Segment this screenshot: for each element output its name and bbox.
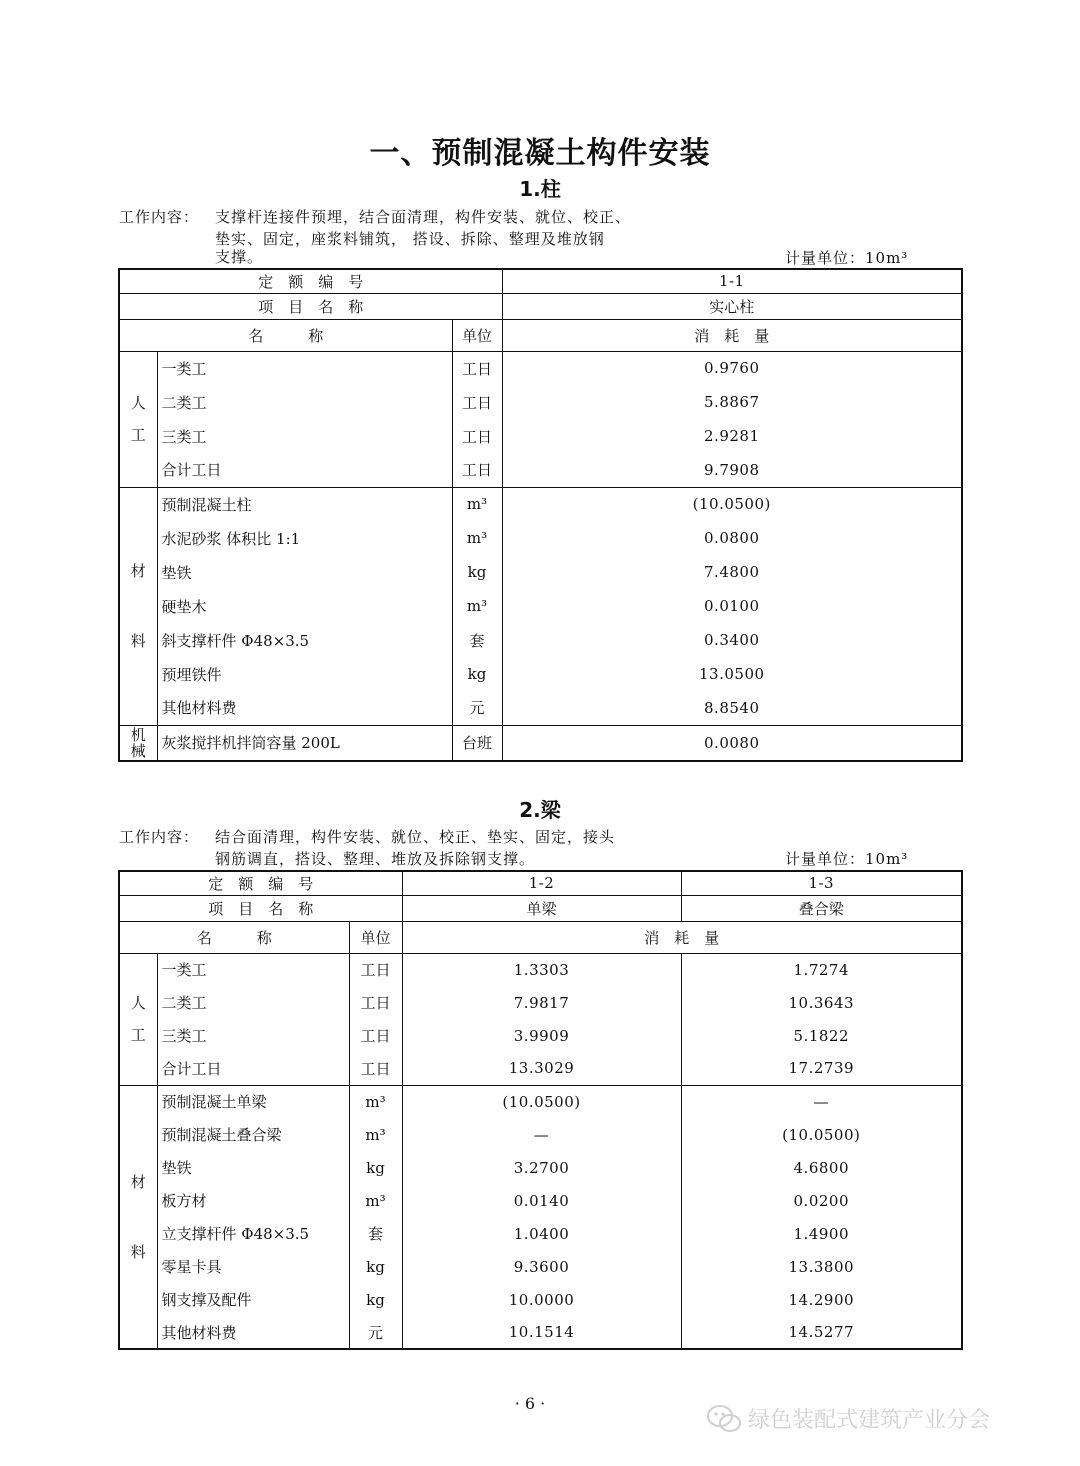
row-value: (10.0500) (502, 487, 962, 521)
row-unit: kg (452, 555, 502, 589)
group-label-char: 人 (130, 994, 146, 1012)
item-name: 单梁 (402, 895, 681, 921)
row-value: 9.7908 (502, 453, 962, 487)
row-value: 14.2900 (681, 1283, 962, 1316)
group-label (119, 487, 157, 725)
table-row (119, 453, 962, 487)
row-value: 10.3643 (681, 986, 962, 1019)
table-row (119, 1250, 962, 1283)
table-row (119, 1151, 962, 1184)
row-name: 灰浆搅拌机拌筒容量 200L (157, 725, 452, 761)
section2-heading: 2.梁 (519, 798, 561, 822)
group-label (119, 953, 157, 1085)
row-unit: 工日 (452, 419, 502, 453)
row-name: 三类工 (157, 1019, 349, 1052)
row-name: 钢支撑及配件 (157, 1283, 349, 1316)
row-unit: m³ (349, 1118, 402, 1151)
table-row (119, 1283, 962, 1316)
section2-work-label: 工作内容： (119, 828, 200, 846)
group-label-char: 工 (130, 1026, 146, 1044)
table-row (119, 521, 962, 555)
row-value: 0.0080 (502, 725, 962, 761)
row-value: 0.0800 (502, 521, 962, 555)
row-unit: 元 (349, 1316, 402, 1349)
row-value: 13.3800 (681, 1250, 962, 1283)
row-value: 1.0400 (402, 1217, 681, 1250)
group-label (119, 351, 157, 487)
group-label-char: 机 (130, 725, 146, 744)
table-row (119, 1052, 962, 1085)
row-name: 其他材料费 (157, 1316, 349, 1349)
quota-table-1-body (119, 351, 962, 761)
item-label: 项 目 名 称 (119, 895, 402, 921)
item-name: 实心柱 (502, 293, 962, 319)
quota-code: 1-3 (681, 871, 962, 895)
row-name: 预埋铁件 (157, 657, 452, 691)
row-name: 立支撑杆件 Φ48×3.5 (157, 1217, 349, 1250)
table-row (119, 589, 962, 623)
table-row (119, 623, 962, 657)
section1-unit: 计量单位：10m³ (785, 249, 909, 267)
row-name: 板方材 (157, 1184, 349, 1217)
page-title: 一、预制混凝土构件安装 (369, 136, 711, 171)
group-label-char: 料 (130, 632, 146, 650)
row-name: 合计工日 (157, 453, 452, 487)
row-name: 硬垫木 (157, 589, 452, 623)
row-unit: 工日 (349, 986, 402, 1019)
table-row (119, 1019, 962, 1052)
row-value: 0.0100 (502, 589, 962, 623)
row-value: (10.0500) (681, 1118, 962, 1151)
row-name: 垫铁 (157, 1151, 349, 1184)
item-label: 项 目 名 称 (119, 293, 502, 319)
section2-work-line: 结合面清理，构件安装、就位、校正、垫实、固定，接头 (215, 828, 616, 846)
row-unit: m³ (349, 1085, 402, 1118)
table-row (119, 1316, 962, 1349)
row-value: 1.7274 (681, 953, 962, 986)
table-row (119, 657, 962, 691)
row-value: 1.3303 (402, 953, 681, 986)
quota-label: 定 额 编 号 (119, 871, 402, 895)
row-unit: m³ (349, 1184, 402, 1217)
item-name: 叠合梁 (681, 895, 962, 921)
row-unit: m³ (452, 521, 502, 555)
row-value: — (681, 1085, 962, 1118)
col-name-header: 名 称 (119, 921, 349, 953)
watermark (706, 1403, 990, 1434)
row-value: 17.2739 (681, 1052, 962, 1085)
row-value: 7.9817 (402, 986, 681, 1019)
row-value: 2.9281 (502, 419, 962, 453)
row-value: 3.2700 (402, 1151, 681, 1184)
row-value: 5.1822 (681, 1019, 962, 1052)
row-name: 零星卡具 (157, 1250, 349, 1283)
section2-unit: 计量单位：10m³ (785, 850, 909, 868)
row-unit: 工日 (349, 953, 402, 986)
row-name: 一类工 (157, 351, 452, 385)
col-consumption-header: 消 耗 量 (502, 319, 962, 351)
row-value: 10.1514 (402, 1316, 681, 1349)
table-row (119, 986, 962, 1019)
table-row (119, 953, 962, 986)
row-value: 1.4900 (681, 1217, 962, 1250)
row-value: 0.3400 (502, 623, 962, 657)
table-row (119, 487, 962, 521)
table-row (119, 351, 962, 385)
row-unit: 套 (349, 1217, 402, 1250)
quota-code: 1-2 (402, 871, 681, 895)
section1-heading: 1.柱 (519, 177, 561, 201)
section1-work-label: 工作内容： (119, 208, 200, 226)
table-row (119, 385, 962, 419)
row-unit: 工日 (452, 385, 502, 419)
row-value: 10.0000 (402, 1283, 681, 1316)
row-value: 4.6800 (681, 1151, 962, 1184)
col-unit-header: 单位 (349, 921, 402, 953)
row-value: 9.3600 (402, 1250, 681, 1283)
row-value: — (402, 1118, 681, 1151)
quota-table-2 (118, 870, 963, 1350)
row-name: 垫铁 (157, 555, 452, 589)
row-value: (10.0500) (402, 1085, 681, 1118)
row-name: 其他材料费 (157, 691, 452, 725)
table-row (119, 419, 962, 453)
row-name: 合计工日 (157, 1052, 349, 1085)
row-name: 一类工 (157, 953, 349, 986)
row-name: 二类工 (157, 385, 452, 419)
watermark-text: 绿色装配式建筑产业分会 (748, 1408, 991, 1433)
row-value: 13.0500 (502, 657, 962, 691)
col-name-header: 名 称 (119, 319, 452, 351)
table-row (119, 725, 962, 761)
group-label-char: 工 (130, 426, 146, 444)
row-value: 3.9909 (402, 1019, 681, 1052)
row-value: 14.5277 (681, 1316, 962, 1349)
group-label-char: 械 (130, 741, 146, 760)
table-row (119, 1217, 962, 1250)
row-unit: 工日 (452, 351, 502, 385)
row-unit: 台班 (452, 725, 502, 761)
table-row (119, 1085, 962, 1118)
row-unit: kg (349, 1151, 402, 1184)
row-unit: 元 (452, 691, 502, 725)
row-name: 预制混凝土单梁 (157, 1085, 349, 1118)
group-label-char: 材 (130, 562, 146, 580)
wechat-icon (706, 1404, 742, 1434)
section2-work-line: 钢筋调直，搭设、整理、堆放及拆除钢支撑。 (215, 850, 536, 868)
group-label (119, 1085, 157, 1349)
table-row (119, 555, 962, 589)
row-name: 预制混凝土叠合梁 (157, 1118, 349, 1151)
quota-label: 定 额 编 号 (119, 269, 502, 293)
row-value: 13.3029 (402, 1052, 681, 1085)
row-name: 斜支撑杆件 Φ48×3.5 (157, 623, 452, 657)
row-unit: kg (452, 657, 502, 691)
row-unit: 工日 (452, 453, 502, 487)
group-label-char: 材 (130, 1172, 146, 1191)
page-number: · 6 · (514, 1394, 546, 1413)
group-label-char: 料 (130, 1242, 146, 1261)
row-unit: m³ (452, 589, 502, 623)
quota-code: 1-1 (502, 269, 962, 293)
group-label (119, 725, 157, 761)
quota-table-1 (118, 268, 963, 762)
row-value: 0.0200 (681, 1184, 962, 1217)
row-unit: 工日 (349, 1052, 402, 1085)
col-unit-header: 单位 (452, 319, 502, 351)
row-unit: kg (349, 1250, 402, 1283)
row-value: 5.8867 (502, 385, 962, 419)
row-value: 0.9760 (502, 351, 962, 385)
group-label-char: 人 (130, 394, 146, 412)
row-value: 8.8540 (502, 691, 962, 725)
section1-work-line: 垫实、固定，座浆料铺筑， 搭设、拆除、整理及堆放钢 (215, 230, 605, 248)
row-name: 二类工 (157, 986, 349, 1019)
section1-work-line: 支撑杆连接件预埋，结合面清理，构件安装、就位、校正、 (215, 208, 632, 226)
row-unit: 套 (452, 623, 502, 657)
row-name: 水泥砂浆 体积比 1:1 (157, 521, 452, 555)
table-row (119, 1118, 962, 1151)
row-unit: 工日 (349, 1019, 402, 1052)
row-unit: kg (349, 1283, 402, 1316)
row-name: 三类工 (157, 419, 452, 453)
row-value: 7.4800 (502, 555, 962, 589)
section1-work-line: 支撑。 (215, 248, 264, 266)
table-row (119, 1184, 962, 1217)
row-value: 0.0140 (402, 1184, 681, 1217)
col-consumption-header: 消 耗 量 (402, 921, 962, 953)
quota-table-2-body (119, 953, 962, 1349)
row-unit: m³ (452, 487, 502, 521)
row-name: 预制混凝土柱 (157, 487, 452, 521)
table-row (119, 691, 962, 725)
